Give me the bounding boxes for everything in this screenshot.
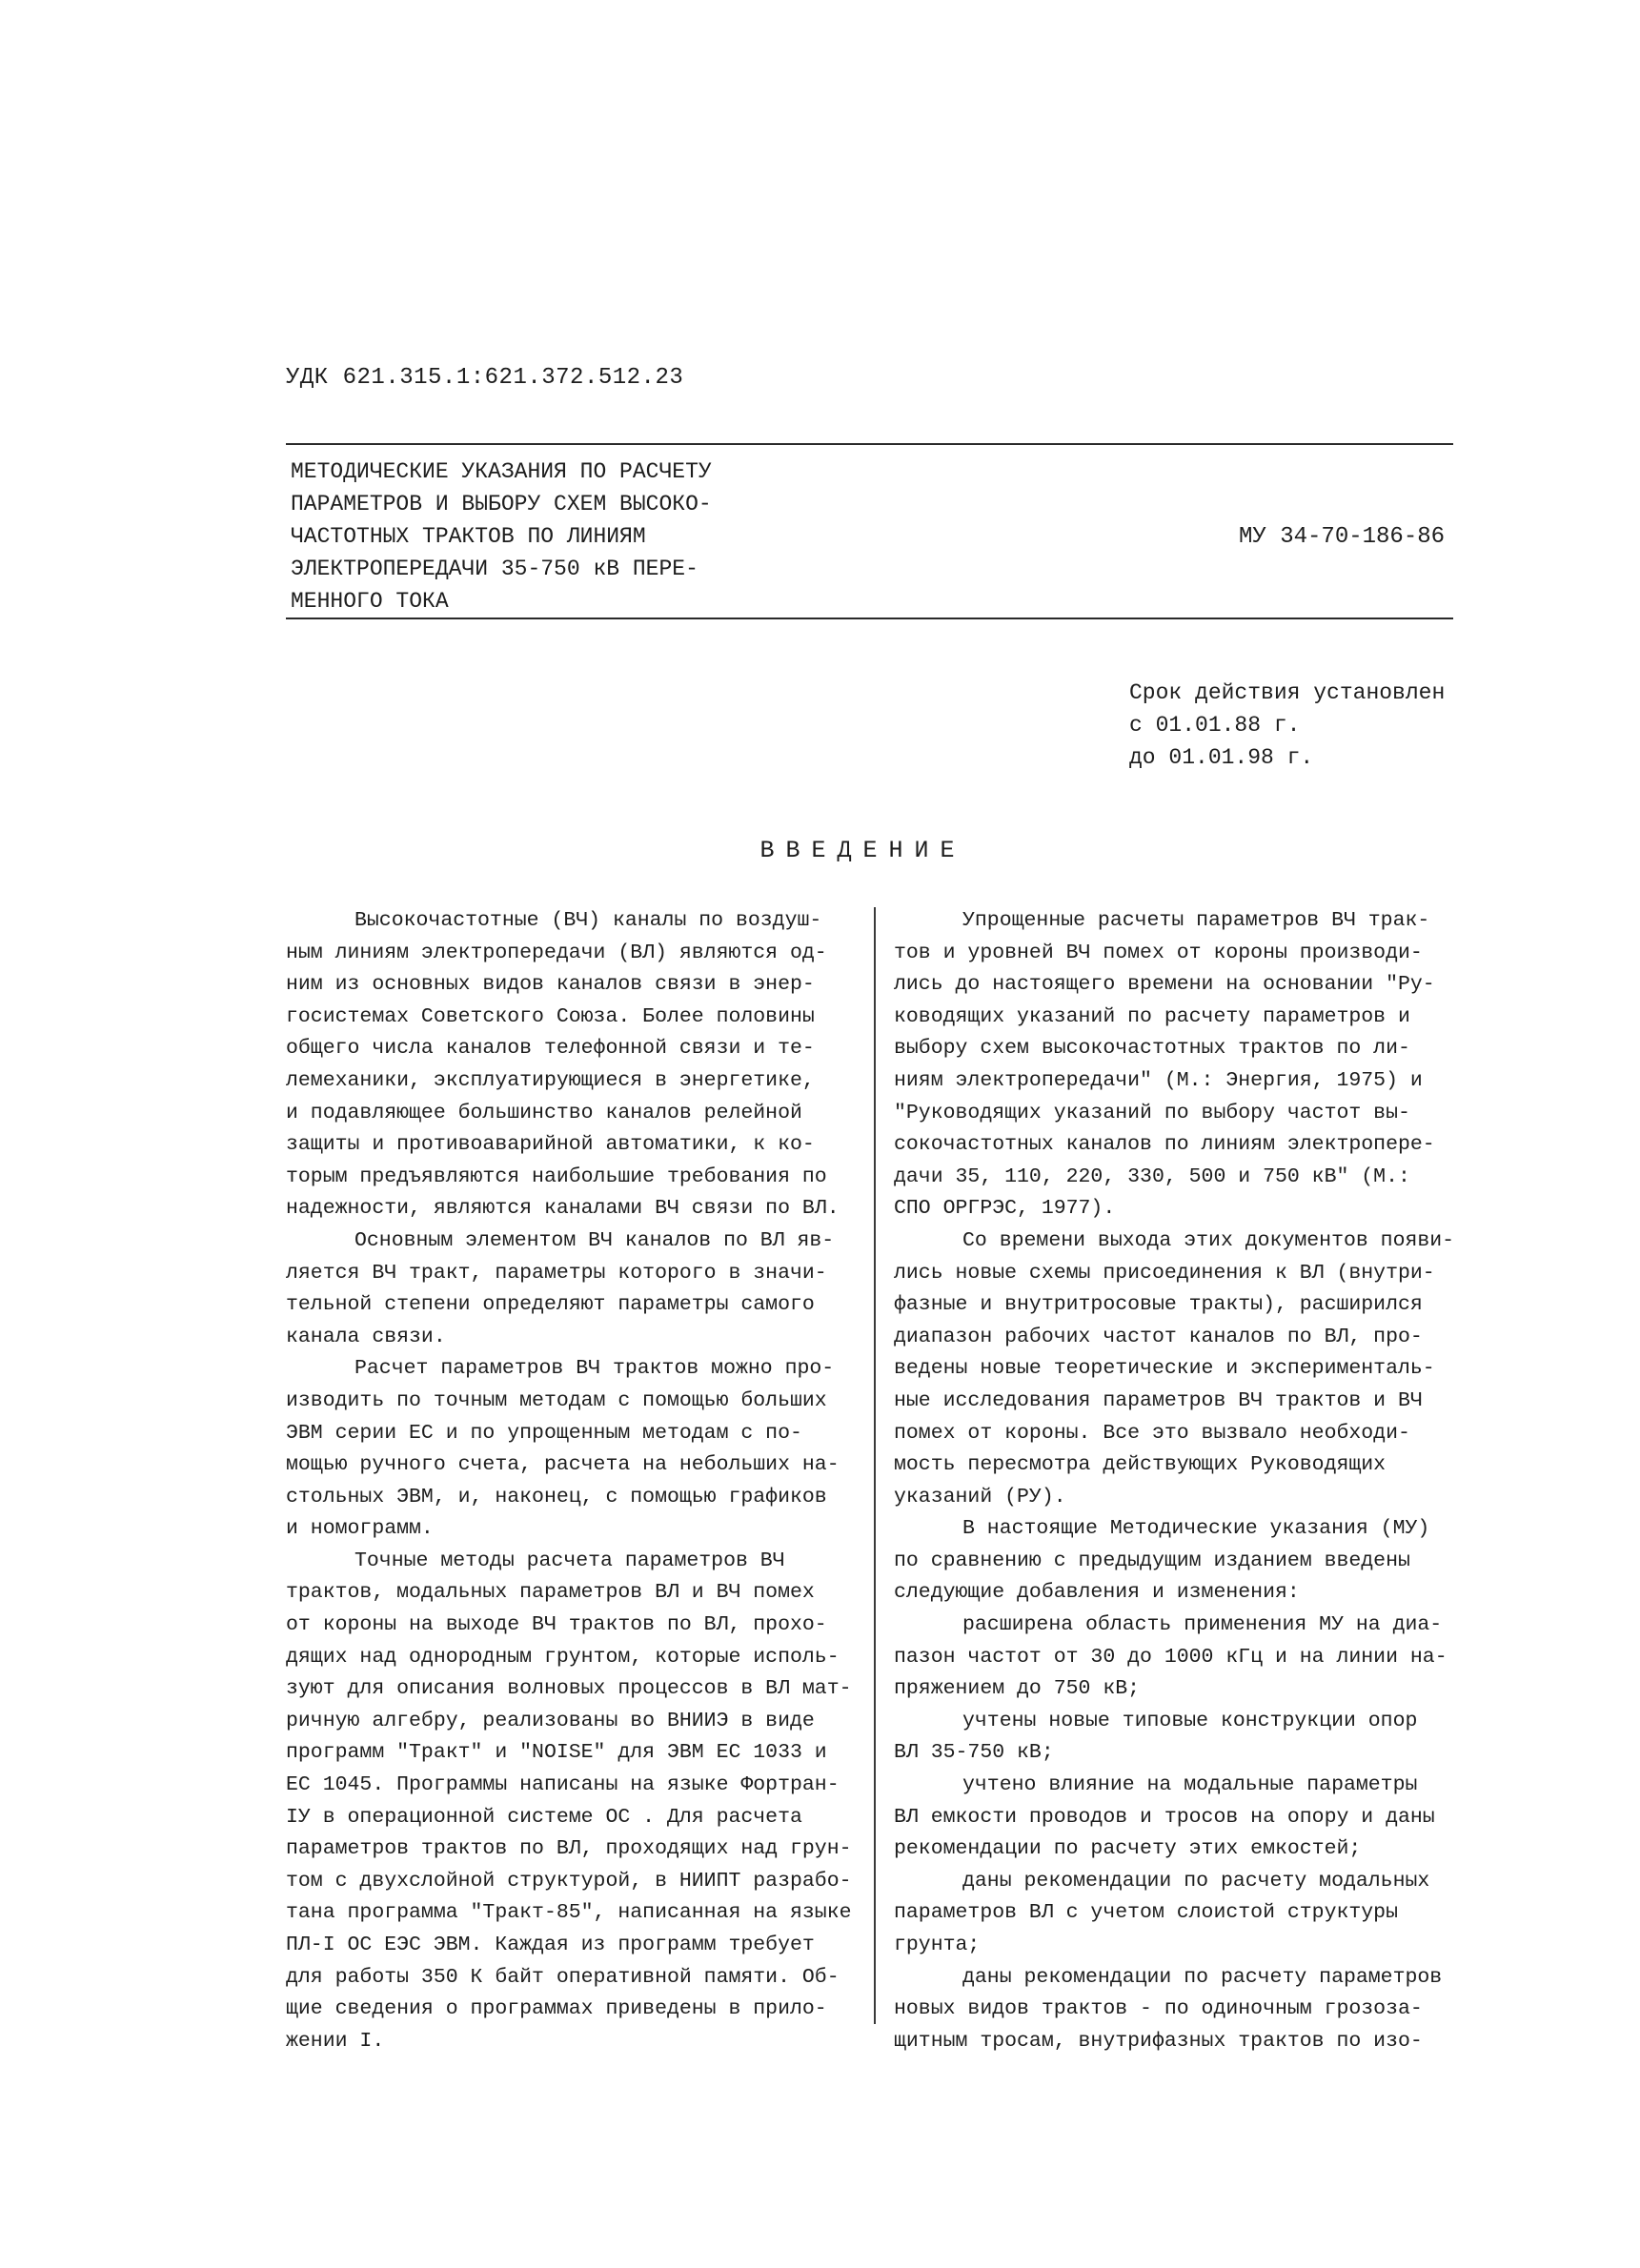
left-text-column xyxy=(286,905,862,2057)
text-line: фазные и внутритросовые тракты), расширился xyxy=(894,1293,1423,1317)
text-line: защиты и противоаварийной автоматики, к ко- xyxy=(286,1133,815,1157)
text-line: дящих над однородным грунтом, которые исполь- xyxy=(286,1645,840,1669)
text-line: IУ в операционной системе ОС . Для расчета xyxy=(286,1805,802,1829)
title-bottom-rule xyxy=(286,618,1453,619)
text-line: помех от короны. Все это вызвало необходи- xyxy=(894,1421,1410,1445)
text-line: том с двухслойной структурой, в НИИПТ разрабо- xyxy=(286,1869,852,1893)
text-line: СПО ОРГРЭС, 1977). xyxy=(894,1197,1116,1221)
text-line: пазон частот от 30 до 1000 кГц и на линии на- xyxy=(894,1645,1448,1669)
text-line: программ "Тракт" и "NOISE" для ЭВМ ЕС 1033 и xyxy=(286,1741,827,1765)
text-line: новых видов трактов - по одиночным грозоза- xyxy=(894,1997,1423,2021)
text-line: канала связи. xyxy=(286,1325,446,1348)
text-line: щитным тросам, внутрифазных трактов по изо- xyxy=(894,2029,1423,2053)
text-line: лемеханики, эксплуатирующиеся в энергетике, xyxy=(286,1068,815,1092)
text-line: ЕС 1045. Программы написаны на языке Фортран- xyxy=(286,1773,840,1797)
text-line: тана программа "Тракт-85", написанная на языке xyxy=(286,1901,852,1925)
text-line: ководящих указаний по расчету параметров и xyxy=(894,1004,1410,1028)
text-line: ниям электропередачи" (М.: Энергия, 1975) и xyxy=(894,1068,1423,1092)
title-line: ПАРАМЕТРОВ И ВЫБОРУ СХЕМ ВЫСОКО- xyxy=(291,492,712,516)
text-line: параметров трактов по ВЛ, проходящих над грун- xyxy=(286,1837,852,1861)
text-line: ным линиям электропередачи (ВЛ) являются од- xyxy=(286,941,827,964)
text-line: от короны на выходе ВЧ трактов по ВЛ, прохо- xyxy=(286,1613,827,1637)
text-line: по сравнению с предыдущим изданием введены xyxy=(894,1549,1410,1572)
text-line: учтено влияние на модальные параметры xyxy=(962,1773,1418,1797)
title-top-rule xyxy=(286,443,1453,445)
text-line: общего числа каналов телефонной связи и те- xyxy=(286,1037,815,1061)
text-line: торым предъявляются наибольшие требования по xyxy=(286,1164,827,1188)
text-line: стольных ЭВМ, и, наконец, с помощью графиков xyxy=(286,1485,827,1509)
document-title xyxy=(291,456,712,618)
text-line: Точные методы расчета параметров ВЧ xyxy=(354,1549,785,1572)
text-line: тов и уровней ВЧ помех от короны производи- xyxy=(894,941,1423,964)
text-line: и подавляющее большинство каналов релейной xyxy=(286,1101,802,1124)
text-line: даны рекомендации по расчету модальных xyxy=(962,1869,1430,1893)
text-line: параметров ВЛ с учетом слоистой структуры xyxy=(894,1901,1398,1925)
validity-line: с 01.01.88 г. xyxy=(1129,713,1301,738)
text-line: для работы 350 К байт оперативной памяти. Об- xyxy=(286,1965,840,1989)
title-line: МЕННОГО ТОКА xyxy=(291,589,449,614)
text-line: мощью ручного счета, расчета на небольших на- xyxy=(286,1453,840,1477)
text-line: лись новые схемы присоединения к ВЛ (внутри- xyxy=(894,1261,1435,1285)
text-line: ВЛ 35-750 кВ; xyxy=(894,1741,1054,1765)
text-line: грунта; xyxy=(894,1934,981,1956)
text-line: ведены новые теоретические и эксперименталь- xyxy=(894,1357,1435,1381)
text-line: дачи 35, 110, 220, 330, 500 и 750 кВ" (М.: xyxy=(894,1164,1410,1188)
title-line: ЭЛЕКТРОПЕРЕДАЧИ 35-750 кВ ПЕРЕ- xyxy=(291,557,699,581)
document-code: МУ 34-70-186-86 xyxy=(1239,524,1446,550)
text-line: тельной степени определяют параметры самого xyxy=(286,1293,815,1317)
text-line: даны рекомендации по расчету параметров xyxy=(962,1965,1443,1989)
udc-code: УДК 621.315.1:621.372.512.23 xyxy=(286,365,684,391)
text-line: указаний (РУ). xyxy=(894,1485,1066,1509)
text-line: ЭВМ серии ЕС и по упрощенным методам с по- xyxy=(286,1421,802,1445)
text-line: выбору схем высокочастотных трактов по ли- xyxy=(894,1037,1410,1061)
text-line: Высокочастотные (ВЧ) каналы по воздуш- xyxy=(354,909,822,932)
text-line: жении I. xyxy=(286,2029,385,2053)
column-divider xyxy=(874,907,876,2024)
validity-line: Срок действия установлен xyxy=(1129,680,1446,705)
validity-period xyxy=(1129,677,1445,774)
text-line: ВЛ емкости проводов и тросов на опору и даны xyxy=(894,1805,1435,1829)
text-line: Упрощенные расчеты параметров ВЧ трак- xyxy=(962,909,1430,932)
text-line: госистемах Советского Союза. Более половины xyxy=(286,1004,815,1028)
text-line: щие сведения о программах приведены в прило- xyxy=(286,1997,827,2021)
validity-line: до 01.01.98 г. xyxy=(1129,745,1314,770)
text-line: "Руководящих указаний по выбору частот вы- xyxy=(894,1101,1410,1124)
text-line: Со времени выхода этих документов появи- xyxy=(962,1228,1455,1252)
text-line: ные исследования параметров ВЧ трактов и ВЧ xyxy=(894,1388,1423,1412)
text-line: рекомендации по расчету этих емкостей; xyxy=(894,1837,1362,1861)
text-line: сокочастотных каналов по линиям электропере- xyxy=(894,1133,1435,1157)
text-line: надежности, являются каналами ВЧ связи по ВЛ. xyxy=(286,1197,840,1221)
text-line: Основным элементом ВЧ каналов по ВЛ яв- xyxy=(354,1228,835,1252)
text-line: мость пересмотра действующих Руководящих xyxy=(894,1453,1387,1477)
text-line: ляется ВЧ тракт, параметры которого в значи- xyxy=(286,1261,827,1285)
text-line: трактов, модальных параметров ВЛ и ВЧ помех xyxy=(286,1581,815,1605)
text-line: лись до настоящего времени на основании "Ру- xyxy=(894,973,1435,997)
section-heading: ВВЕДЕНИЕ xyxy=(759,837,966,864)
text-line: изводить по точным методам с помощью больших xyxy=(286,1388,827,1412)
text-line: и номограмм. xyxy=(286,1517,434,1541)
text-line: учтены новые типовые конструкции опор xyxy=(962,1709,1418,1732)
text-line: диапазон рабочих частот каналов по ВЛ, про- xyxy=(894,1325,1423,1348)
text-line: ПЛ-I ОС ЕЭС ЭВМ. Каждая из программ требует xyxy=(286,1934,815,1956)
title-line: ЧАСТОТНЫХ ТРАКТОВ ПО ЛИНИЯМ xyxy=(291,524,646,549)
right-text-column xyxy=(894,905,1466,2057)
text-line: пряжением до 750 кВ; xyxy=(894,1677,1141,1701)
text-line: зуют для описания волновых процессов в ВЛ мат- xyxy=(286,1677,852,1701)
text-line: следующие добавления и изменения: xyxy=(894,1581,1300,1605)
text-line: ним из основных видов каналов связи в энер- xyxy=(286,973,815,997)
title-line: МЕТОДИЧЕСКИЕ УКАЗАНИЯ ПО РАСЧЕТУ xyxy=(291,459,712,484)
text-line: Расчет параметров ВЧ трактов можно про- xyxy=(354,1357,835,1381)
text-line: ричную алгебру, реализованы во ВНИИЭ в виде xyxy=(286,1709,815,1732)
text-line: В настоящие Методические указания (МУ) xyxy=(962,1517,1430,1541)
text-line: расширена область применения МУ на диа- xyxy=(962,1613,1443,1637)
